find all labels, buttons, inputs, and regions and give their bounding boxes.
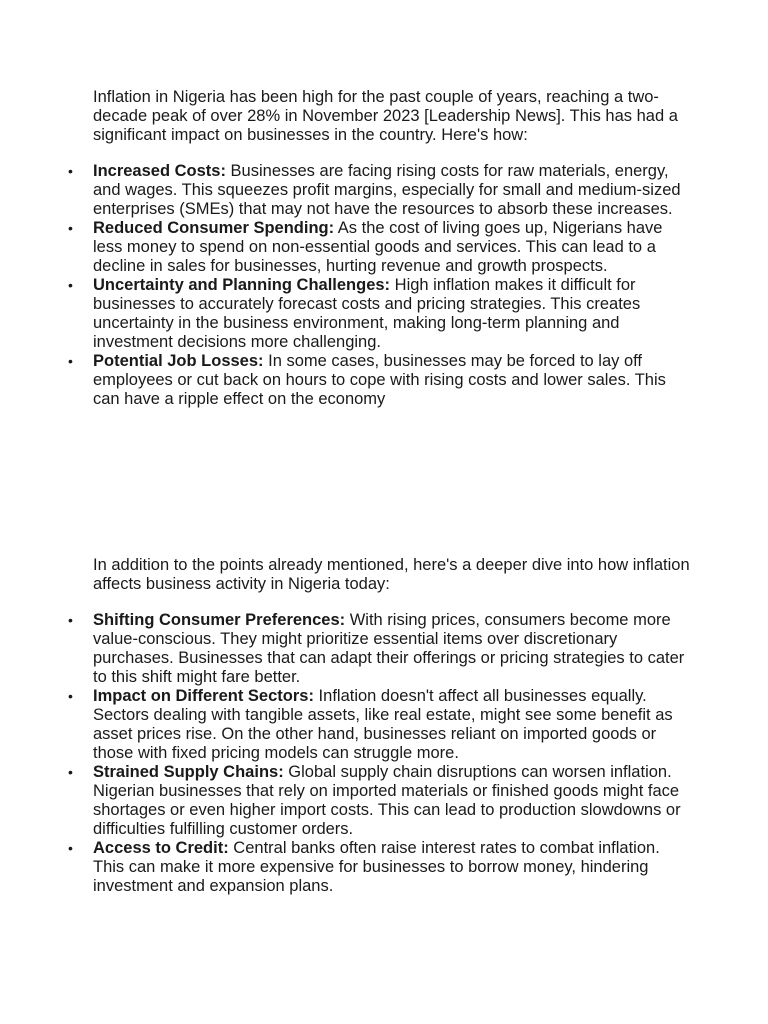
intro-paragraph-1: Inflation in Nigeria has been high for the past couple of years, reaching a two-decade peak of over 28% in November 2023 [Leadership News]. This has had a significant impact on businesses in the country. Here's how: <box>93 88 678 144</box>
bullet-icon: • <box>68 764 73 780</box>
list-item-text: Central banks often raise interest rates to combat inflation. This can make it more expensive for businesses to borrow money, hindering investment and expansion plans. <box>93 839 660 895</box>
list-item-term: Increased Costs: <box>93 162 226 180</box>
list-item <box>68 763 693 839</box>
list-item-term: Uncertainty and Planning Challenges: <box>93 276 391 294</box>
list-item <box>68 352 693 409</box>
list-item-term: Potential Job Losses: <box>93 352 264 370</box>
list-item <box>68 687 693 763</box>
list-item-term: Access to Credit: <box>93 839 229 857</box>
impact-list-1 <box>68 162 693 409</box>
list-item-text: Businesses are facing rising costs for raw materials, energy, and wages. This squeezes profit margins, especially for small and medium-sized enterprises (SMEs) that may not have the resources to absorb these increases. <box>93 162 681 218</box>
list-item <box>68 219 693 276</box>
list-item-term: Reduced Consumer Spending: <box>93 219 335 237</box>
list-item <box>68 611 693 687</box>
list-item <box>68 839 693 896</box>
list-item-text: Inflation doesn't affect all businesses equally. Sectors dealing with tangible assets, like real estate, might see some benefit as asset prices rise. On the other hand, businesses reliant on imported goods or those with fixed pricing models can struggle more. <box>93 687 673 762</box>
list-item-text: Global supply chain disruptions can worsen inflation. Nigerian businesses that rely on imported materials or finished goods might face shortages or even higher import costs. This can lead to production slowdowns or difficulties fulfilling customer orders. <box>93 763 681 838</box>
bullet-icon: • <box>68 840 73 856</box>
list-item-term: Shifting Consumer Preferences: <box>93 611 346 629</box>
list-item-term: Strained Supply Chains: <box>93 763 284 781</box>
impact-list-2 <box>68 611 693 896</box>
bullet-icon: • <box>68 163 73 179</box>
list-item-term: Impact on Different Sectors: <box>93 687 314 705</box>
bullet-icon: • <box>68 220 73 236</box>
bullet-icon: • <box>68 612 73 628</box>
list-item-text: With rising prices, consumers become more value-conscious. They might prioritize essential items over discretionary purchases. Businesses that can adapt their offerings or pricing strategies to cater to this shift might fare better. <box>93 611 685 686</box>
list-item <box>68 276 693 352</box>
bullet-icon: • <box>68 688 73 704</box>
list-item-text: In some cases, businesses may be forced to lay off employees or cut back on hours to cope with rising costs and lower sales. This can have a ripple effect on the economy <box>93 352 666 408</box>
list-item <box>68 162 693 219</box>
intro-paragraph-2: In addition to the points already mentioned, here's a deeper dive into how inflation affects business activity in Nigeria today: <box>93 556 690 593</box>
list-item-text: As the cost of living goes up, Nigerians have less money to spend on non-essential goods and services. This can lead to a decline in sales for businesses, hurting revenue and growth prospects. <box>93 219 663 275</box>
bullet-icon: • <box>68 353 73 369</box>
list-item-text: High inflation makes it difficult for businesses to accurately forecast costs and pricing strategies. This creates uncertainty in the business environment, making long-term planning and investment decisions more challenging. <box>93 276 641 351</box>
bullet-icon: • <box>68 277 73 293</box>
